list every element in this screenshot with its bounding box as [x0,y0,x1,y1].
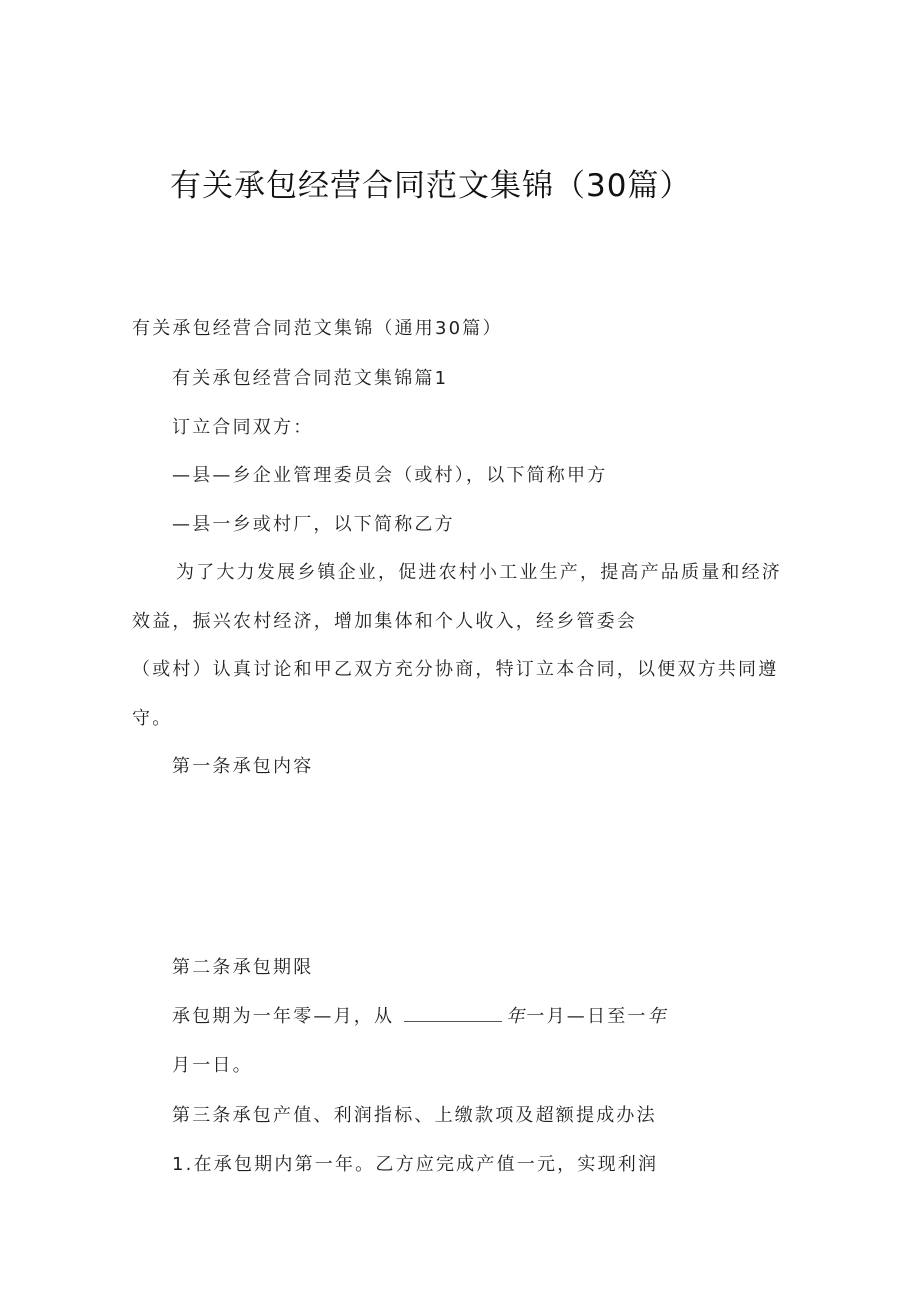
parties-heading: 订立合同双方： [172,417,314,438]
article-1-heading: 第一条承包内容 [172,756,314,777]
preamble-line-2: 效益，振兴农村经济，增加集体和个人收入，经乡管委会 [132,611,637,632]
document-title: 有关承包经营合同范文集锦（30篇） [170,168,692,204]
term-line-2: 月一日。 [172,1055,253,1076]
term-prefix: 承包期为一年零—月，从 [172,1006,395,1027]
item-1-line: 1.在承包期内第一年。乙方应完成产值一元，实现利润 [172,1154,659,1175]
preamble-line-3: （或村）认真讨论和甲乙双方充分协商，特订立本合同，以便双方共同遵 [132,659,779,680]
party-a-line: —县—乡企业管理委员会（或村），以下简称甲方 [172,465,608,486]
article-3-heading: 第三条承包产值、利润指标、上缴款项及超额提成办法 [172,1105,657,1126]
preamble-line-4: 守。 [132,708,173,729]
preamble-line-1: 为了大力发展乡镇企业，促进农村小工业生产，提高产品质量和经济 [176,562,782,583]
term-year-a: 年 [506,1006,527,1027]
term-line-1 [172,1002,668,1028]
term-mid: 一月—日至一 [526,1006,648,1027]
document-subtitle: 有关承包经营合同范文集锦（通用30篇） [132,318,503,339]
section-heading: 有关承包经营合同范文集锦篇1 [172,368,449,389]
term-year-b: 年 [647,1006,668,1027]
party-b-line: —县一乡或村厂，以下简称乙方 [172,514,455,535]
date-blank [404,1007,502,1022]
article-2-heading: 第二条承包期限 [172,957,314,978]
